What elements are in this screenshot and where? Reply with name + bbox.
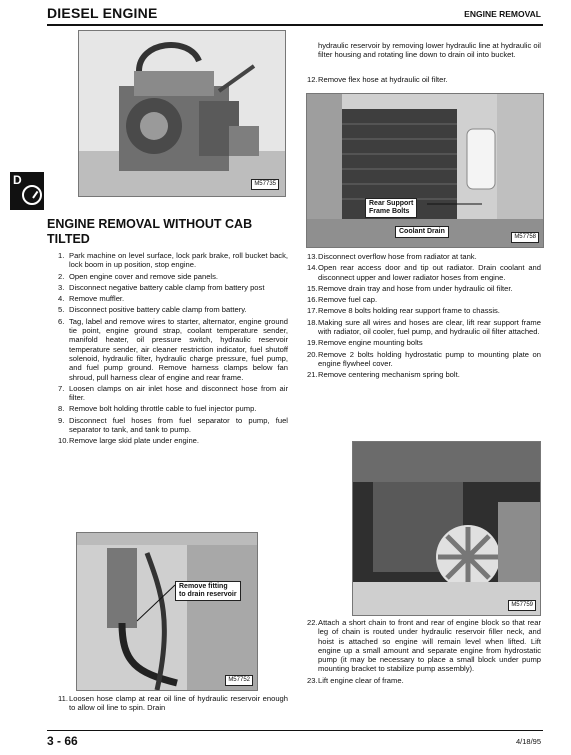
step-text: Remove centering mechanism spring bolt. (318, 370, 460, 380)
page-number: 3 - 66 (47, 734, 78, 748)
step-item (307, 370, 541, 379)
step-text: Remove drain tray and hose from under hydraulic oil filter. (318, 283, 513, 293)
step-text: Loosen clamps on air inlet hose and disconnect hose from air filter. (69, 383, 288, 403)
support-bolts-callout: Rear Support Frame Bolts (365, 198, 417, 218)
step-text: Remove flex hose at hydraulic oil filter. (318, 75, 448, 84)
step-text: Attach a short chain to front and rear of engine block so that rear leg of chain is routed under hydraulic reservoir filler neck, and hoist is attached so engine will remain level when lifted. Lift engine up a small amount and separate engine from hydrostatic pump (it may be necessary to place a small block under pump mounting bracket to stabilize pump assembly). (318, 618, 541, 674)
step-item (58, 694, 288, 713)
engine-gauge-icon (22, 185, 42, 205)
page-header-section: ENGINE REMOVAL (464, 9, 541, 19)
step-item (58, 317, 288, 382)
step-number: 15. (307, 283, 318, 293)
step-item (307, 295, 541, 304)
step-item (307, 284, 541, 293)
step-number: 13. (307, 252, 318, 261)
fitting-callout: Remove fitting to drain reservoir (175, 581, 241, 601)
figure-ref: M57735 (251, 179, 279, 190)
badge-letter: D (13, 173, 22, 187)
page-header-title: DIESEL ENGINE (47, 5, 158, 21)
step-text: Remove 8 bolts holding rear support frame to chassis. (318, 306, 500, 316)
steps-list-left (58, 251, 288, 448)
step-text: Disconnect negative battery cable clamp from battery post (69, 282, 265, 292)
step-text: Remove bolt holding throttle cable to fuel injector pump. (69, 404, 257, 414)
figure-ref: M57752 (225, 675, 253, 686)
step-number: 19. (307, 338, 318, 348)
step-11-continuation: hydraulic reservoir by removing lower hydraulic line at hydraulic oil filter housing and rotating line down to drain oil into bucket. (318, 41, 541, 60)
step-text: Disconnect positive battery cable clamp from battery. (69, 305, 247, 315)
coolant-drain-callout: Coolant Drain (395, 226, 449, 238)
step-item (58, 404, 288, 413)
step-number: 10. (58, 436, 69, 446)
footer-rule (47, 730, 543, 731)
step-item (58, 416, 288, 435)
step-number: 21. (307, 370, 318, 380)
step-text: Remove large skid plate under engine. (69, 436, 200, 446)
step-number: 2. (58, 271, 65, 281)
pump-photo (352, 441, 541, 616)
step-item (58, 251, 288, 270)
step-text: Disconnect fuel hoses from fuel separator to pump, fuel separator to tank, and tank to pump. (69, 415, 288, 435)
step-number: 20. (307, 349, 318, 359)
step-number: 12. (307, 75, 318, 84)
radiator-photo (306, 93, 544, 248)
step-number: 23. (307, 675, 318, 685)
step-item (307, 350, 541, 369)
step-number: 16. (307, 295, 318, 305)
step-text: Loosen hose clamp at rear oil line of hydraulic reservoir enough to allow oil line to spin. Drain (69, 694, 288, 713)
step-12 (307, 75, 541, 86)
step-text: Open rear access door and tip out radiator. Drain coolant and disconnect upper and lower radiator hoses from engine. (318, 263, 541, 282)
step-text: Park machine on level surface, lock park brake, roll bucket back, lock boom in up position, stop engine. (69, 251, 288, 270)
step-item (307, 75, 541, 84)
step-item (307, 318, 541, 337)
step-text: Disconnect overflow hose from radiator at tank. (318, 252, 477, 261)
step-text: Lift engine clear of frame. (318, 675, 404, 685)
step-item (307, 263, 541, 282)
step-item (307, 618, 541, 674)
step-text: Remove 2 bolts holding hydrostatic pump to mounting plate on engine flywheel cover. (318, 349, 541, 368)
step-text: Remove muffler. (69, 294, 125, 304)
step-item (58, 305, 288, 314)
fitting-photo (76, 532, 258, 691)
section-badge (10, 172, 44, 210)
figure-ref: M57758 (511, 232, 539, 243)
step-number: 4. (58, 294, 65, 304)
step-number: 1. (58, 251, 65, 260)
engine-photo (78, 30, 286, 197)
figure-ref: M57759 (508, 600, 536, 611)
revision-date: 4/18/95 (515, 737, 541, 746)
steps-list-right (307, 252, 541, 382)
step-item (58, 283, 288, 292)
step-item (307, 252, 541, 261)
step-number: 8. (58, 404, 65, 414)
step-number: 7. (58, 383, 65, 393)
header-rule (47, 24, 543, 26)
step-number: 3. (58, 282, 65, 292)
step-text: Remove fuel cap. (318, 295, 378, 305)
steps-list-right-bottom (307, 618, 541, 687)
step-number: 14. (307, 263, 318, 273)
step-number: 22. (307, 618, 318, 627)
step-item (58, 272, 288, 281)
step-item (307, 306, 541, 315)
step-text: Remove engine mounting bolts (318, 338, 423, 348)
step-text: Making sure all wires and hoses are clear, lift rear support frame with radiator, oil cooler, fuel pump, and hydraulic oil filter attached. (318, 317, 541, 337)
step-item (307, 676, 541, 685)
step-text: Open engine cover and remove side panels. (69, 271, 219, 281)
step-number: 11. (58, 694, 68, 703)
step-number: 6. (58, 316, 65, 326)
step-item (58, 384, 288, 403)
step-number: 9. (58, 415, 65, 425)
section-title: ENGINE REMOVAL WITHOUT CAB TILTED (47, 217, 253, 246)
step-11 (58, 694, 288, 715)
step-number: 17. (307, 306, 318, 316)
step-item (58, 294, 288, 303)
step-item (58, 436, 288, 445)
step-number: 5. (58, 305, 65, 315)
step-item (307, 338, 541, 347)
step-text: Tag, label and remove wires to starter, alternator, engine ground tie point, engine ground strap, coolant temperature sender, manifold heater, oil pressure switch, hydraulic reservoir temperature sender, air cleaner restriction indicator, fuel shutoff solenoid, hydraulic filter, hydraulic charge pressure, fuel pump, and fuel pump ground. Remove harness clamps below fan shroud, pull harness clear of engine and rear frame. (69, 316, 288, 382)
step-number: 18. (307, 317, 318, 327)
